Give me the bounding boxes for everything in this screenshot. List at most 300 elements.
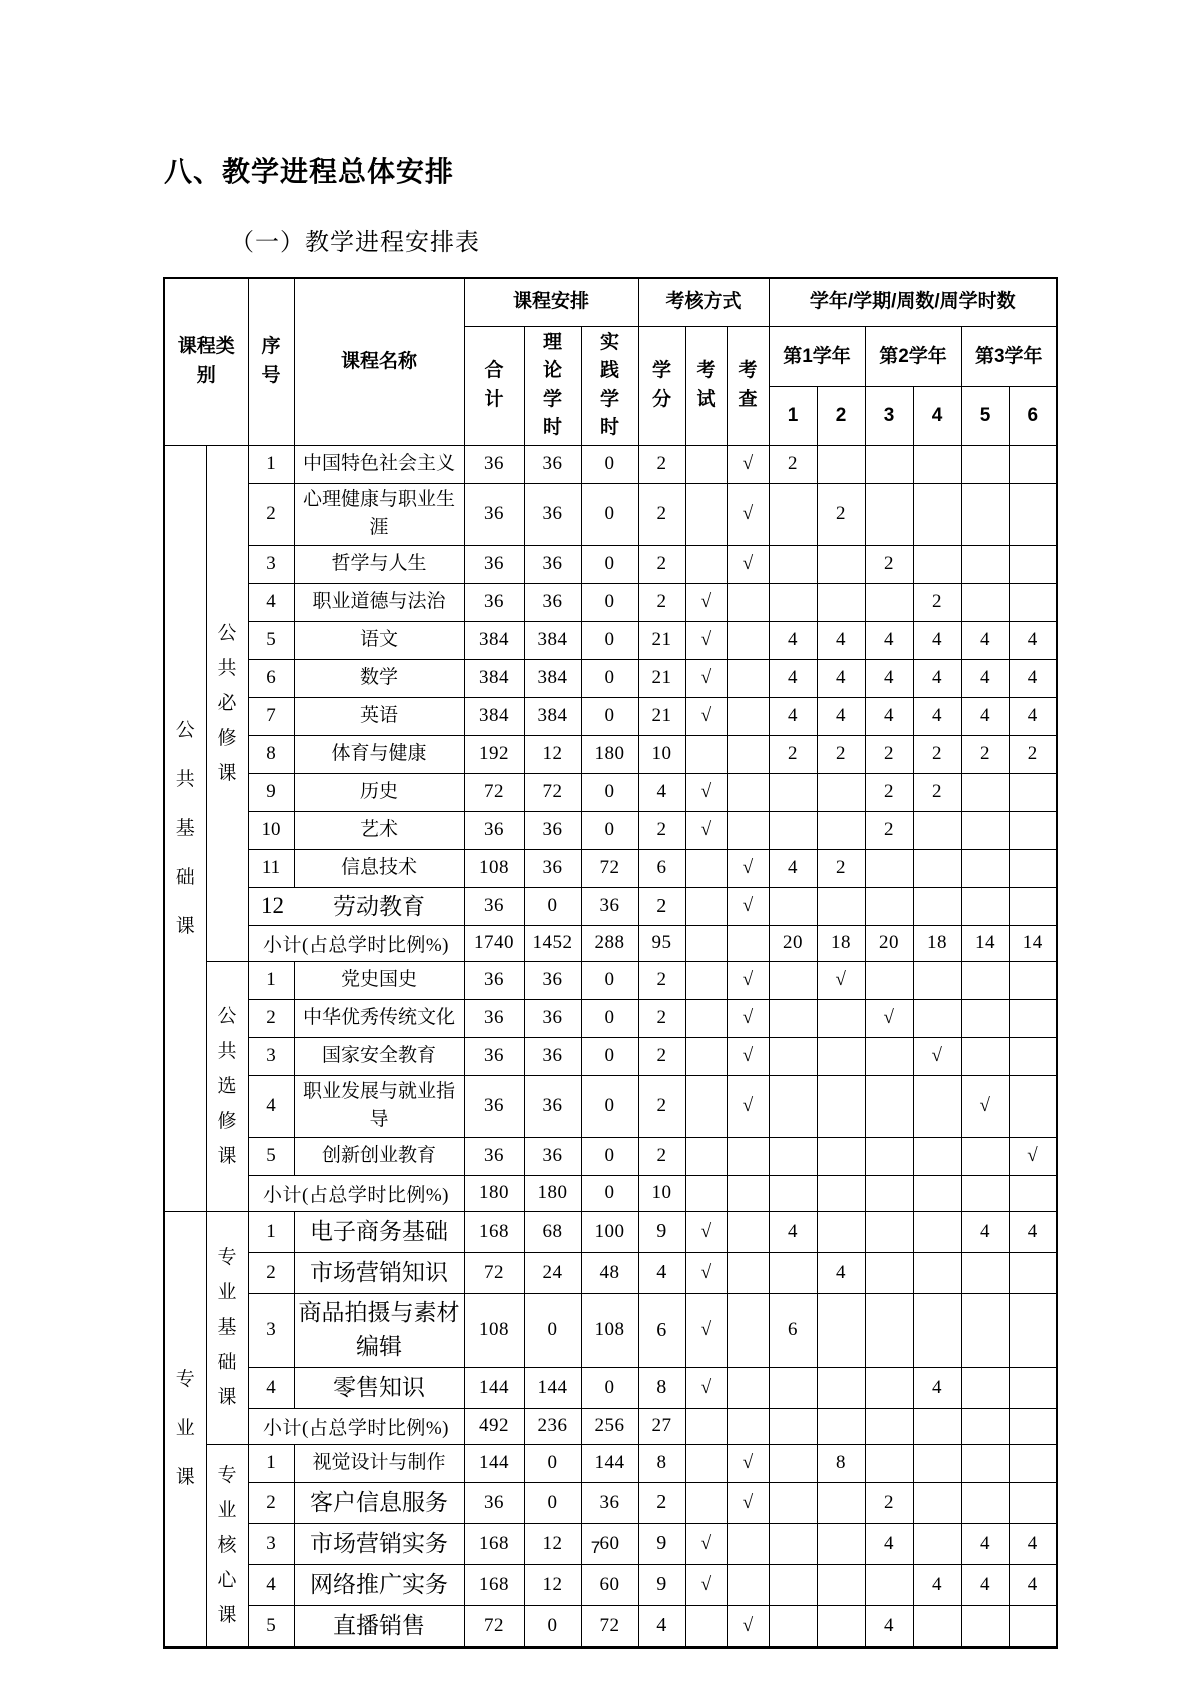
course-name: 艺术	[294, 811, 464, 849]
cell-semester-1	[769, 999, 817, 1037]
cell-semester-2: 4	[817, 697, 865, 735]
cell-total-hours: 384	[464, 659, 524, 697]
subsection-cell-label: 公 共 选 修 课	[217, 1005, 237, 1167]
cell-semester-6	[1009, 1408, 1057, 1444]
cell-theory-hours: 12	[524, 1564, 581, 1605]
row-no: 5	[248, 1137, 294, 1175]
cell-credits: 21	[638, 621, 685, 659]
header-category	[164, 278, 248, 445]
cell-practice-hours: 288	[581, 925, 638, 961]
cell-exam-mark	[685, 1408, 727, 1444]
cell-theory-hours: 72	[524, 773, 581, 811]
cell-semester-5: 4	[961, 1564, 1009, 1605]
cell-theory-hours: 12	[524, 735, 581, 773]
header-semester-5: 5	[961, 387, 1009, 445]
cell-semester-2	[817, 1075, 865, 1137]
cell-semester-2	[817, 445, 865, 483]
course-row	[164, 1211, 1057, 1252]
cell-semester-3	[865, 1037, 913, 1075]
cell-total-hours: 36	[464, 887, 524, 925]
cell-theory-hours: 36	[524, 849, 581, 887]
cell-check-mark	[727, 621, 769, 659]
cell-semester-6: 4	[1009, 1211, 1057, 1252]
cell-total-hours: 36	[464, 583, 524, 621]
course-name: 体育与健康	[294, 735, 464, 773]
cell-semester-2: 18	[817, 925, 865, 961]
course-row	[164, 1293, 1057, 1367]
cell-semester-1	[769, 583, 817, 621]
cell-practice-hours: 72	[581, 1605, 638, 1647]
cell-semester-4: 4	[913, 1367, 961, 1408]
cell-credits: 2	[638, 1037, 685, 1075]
cell-total-hours: 144	[464, 1444, 524, 1482]
cell-semester-4	[913, 1408, 961, 1444]
cell-credits: 2	[638, 961, 685, 999]
cell-theory-hours: 1452	[524, 925, 581, 961]
cell-credits: 9	[638, 1211, 685, 1252]
cell-total-hours: 72	[464, 773, 524, 811]
row-no: 4	[248, 1564, 294, 1605]
cell-check-mark	[727, 925, 769, 961]
cell-semester-4: 4	[913, 659, 961, 697]
row-no: 5	[248, 621, 294, 659]
cell-semester-6	[1009, 1252, 1057, 1293]
cell-semester-5	[961, 1444, 1009, 1482]
cell-semester-3: 2	[865, 735, 913, 773]
cell-total-hours: 168	[464, 1523, 524, 1564]
cell-total-hours: 36	[464, 1075, 524, 1137]
course-row	[164, 1367, 1057, 1408]
cell-practice-hours: 0	[581, 1137, 638, 1175]
cell-credits: 4	[638, 1252, 685, 1293]
cell-semester-5: 4	[961, 697, 1009, 735]
cell-semester-4: 2	[913, 773, 961, 811]
cell-semester-6: 4	[1009, 697, 1057, 735]
cell-semester-3: 2	[865, 1482, 913, 1523]
cell-semester-4	[913, 445, 961, 483]
row-no: 1	[248, 961, 294, 999]
cell-semester-1	[769, 1075, 817, 1137]
cell-practice-hours: 0	[581, 1037, 638, 1075]
cell-credits: 8	[638, 1367, 685, 1408]
cell-semester-5	[961, 1367, 1009, 1408]
cell-practice-hours: 0	[581, 999, 638, 1037]
cell-semester-6: 4	[1009, 1564, 1057, 1605]
row-no: 2	[248, 999, 294, 1037]
cell-semester-2	[817, 1037, 865, 1075]
cell-theory-hours: 0	[524, 1605, 581, 1647]
cell-semester-5	[961, 773, 1009, 811]
course-row	[164, 1605, 1057, 1647]
row-no: 3	[248, 545, 294, 583]
cell-semester-6	[1009, 1037, 1057, 1075]
cell-semester-5	[961, 445, 1009, 483]
course-row	[164, 887, 1057, 925]
cell-check-mark: √	[727, 999, 769, 1037]
cell-semester-3	[865, 849, 913, 887]
header-theory-label: 理论学时	[542, 331, 562, 438]
cell-semester-1	[769, 887, 817, 925]
course-name: 数学	[294, 659, 464, 697]
cell-practice-hours: 0	[581, 1075, 638, 1137]
cell-semester-3	[865, 1075, 913, 1137]
cell-semester-5	[961, 1605, 1009, 1647]
cell-theory-hours: 12	[524, 1523, 581, 1564]
course-row	[164, 1137, 1057, 1175]
cell-exam-mark: √	[685, 773, 727, 811]
cell-semester-1: 4	[769, 849, 817, 887]
cell-semester-5: √	[961, 1075, 1009, 1137]
cell-semester-6	[1009, 1075, 1057, 1137]
cell-practice-hours: 0	[581, 961, 638, 999]
cell-semester-4: 4	[913, 1564, 961, 1605]
cell-semester-3: 2	[865, 811, 913, 849]
cell-semester-5: 4	[961, 659, 1009, 697]
cell-semester-5	[961, 1175, 1009, 1211]
cell-semester-6	[1009, 1444, 1057, 1482]
course-row	[164, 583, 1057, 621]
cell-semester-2	[817, 1408, 865, 1444]
cell-semester-3	[865, 1137, 913, 1175]
course-name: 心理健康与职业生涯	[294, 483, 464, 545]
course-row	[164, 1037, 1057, 1075]
cell-semester-6	[1009, 545, 1057, 583]
cell-theory-hours: 0	[524, 1444, 581, 1482]
course-name: 市场营销实务	[294, 1523, 464, 1564]
cell-practice-hours: 0	[581, 811, 638, 849]
cell-credits: 2	[638, 811, 685, 849]
course-name: 职业发展与就业指导	[294, 1075, 464, 1137]
cell-practice-hours: 0	[581, 583, 638, 621]
header-theory-hours	[524, 326, 581, 445]
header-semester-4: 4	[913, 387, 961, 445]
course-name: 语文	[294, 621, 464, 659]
course-name: 商品拍摄与素材编辑	[294, 1293, 464, 1367]
course-row	[164, 773, 1057, 811]
cell-semester-3: 2	[865, 545, 913, 583]
cell-theory-hours: 24	[524, 1252, 581, 1293]
cell-semester-3	[865, 1367, 913, 1408]
cell-credits: 6	[638, 849, 685, 887]
cell-exam-mark	[685, 545, 727, 583]
cell-total-hours: 36	[464, 445, 524, 483]
header-practice-label: 实践学时	[599, 331, 619, 438]
cell-semester-2	[817, 583, 865, 621]
course-row	[164, 961, 1057, 999]
cell-exam-mark: √	[685, 811, 727, 849]
section-subtitle: （一）教学进程安排表	[230, 230, 480, 256]
cell-semester-4	[913, 1482, 961, 1523]
header-assessment: 考核方式	[638, 278, 769, 326]
cell-check-mark	[727, 1211, 769, 1252]
course-row	[164, 545, 1057, 583]
cell-semester-3: √	[865, 999, 913, 1037]
cell-semester-6	[1009, 961, 1057, 999]
cell-semester-1	[769, 1037, 817, 1075]
cell-semester-1	[769, 483, 817, 545]
cell-total-hours: 36	[464, 961, 524, 999]
page-number: 7	[590, 1538, 601, 1557]
cell-check-mark: √	[727, 887, 769, 925]
subsection-cell-label: 公 共 必 修 课	[217, 622, 237, 784]
cell-semester-5	[961, 483, 1009, 545]
cell-credits: 10	[638, 1175, 685, 1211]
cell-theory-hours: 144	[524, 1367, 581, 1408]
cell-semester-1	[769, 1175, 817, 1211]
subtotal-label: 小计(占总学时比例%)	[248, 925, 464, 961]
cell-total-hours: 36	[464, 999, 524, 1037]
cell-check-mark	[727, 1293, 769, 1367]
subsection-cell-label: 专 业 基 础 课	[217, 1247, 237, 1409]
cell-semester-4: 4	[913, 697, 961, 735]
cell-credits: 10	[638, 735, 685, 773]
cell-practice-hours: 108	[581, 1293, 638, 1367]
course-row	[164, 659, 1057, 697]
cell-total-hours: 36	[464, 1482, 524, 1523]
cell-semester-5	[961, 1293, 1009, 1367]
cell-semester-2	[817, 1367, 865, 1408]
cell-semester-1	[769, 1605, 817, 1647]
course-row	[164, 999, 1057, 1037]
header-semester-6: 6	[1009, 387, 1057, 445]
cell-semester-3	[865, 1252, 913, 1293]
row-no: 11	[248, 849, 294, 887]
subtotal-label: 小计(占总学时比例%)	[248, 1408, 464, 1444]
cell-check-mark	[727, 1137, 769, 1175]
cell-credits: 21	[638, 697, 685, 735]
course-row	[164, 445, 1057, 483]
row-no: 10	[248, 811, 294, 849]
cell-total-hours: 36	[464, 483, 524, 545]
course-name: 市场营销知识	[294, 1252, 464, 1293]
cell-practice-hours: 60	[581, 1523, 638, 1564]
course-row	[164, 1075, 1057, 1137]
cell-semester-5: 2	[961, 735, 1009, 773]
cell-total-hours: 168	[464, 1564, 524, 1605]
cell-semester-2	[817, 773, 865, 811]
cell-semester-5	[961, 583, 1009, 621]
course-row	[164, 483, 1057, 545]
cell-total-hours: 108	[464, 1293, 524, 1367]
cell-exam-mark	[685, 1075, 727, 1137]
cell-practice-hours: 180	[581, 735, 638, 773]
cell-semester-4: 2	[913, 583, 961, 621]
cell-semester-5	[961, 811, 1009, 849]
cell-semester-1: 20	[769, 925, 817, 961]
cell-total-hours: 144	[464, 1367, 524, 1408]
cell-semester-4	[913, 1137, 961, 1175]
course-row	[164, 621, 1057, 659]
cell-semester-6	[1009, 849, 1057, 887]
cell-semester-3	[865, 1293, 913, 1367]
cell-semester-4	[913, 1211, 961, 1252]
cell-credits: 95	[638, 925, 685, 961]
cell-practice-hours: 72	[581, 849, 638, 887]
cell-exam-mark	[685, 1444, 727, 1482]
cell-semester-3: 20	[865, 925, 913, 961]
cell-theory-hours: 384	[524, 621, 581, 659]
cell-practice-hours: 60	[581, 1564, 638, 1605]
subtotal-row	[164, 925, 1057, 961]
cell-theory-hours: 36	[524, 811, 581, 849]
header-credits-label: 学分	[651, 360, 671, 410]
cell-practice-hours: 0	[581, 483, 638, 545]
cell-check-mark: √	[727, 1037, 769, 1075]
cell-total-hours: 72	[464, 1252, 524, 1293]
course-row	[164, 1482, 1057, 1523]
cell-practice-hours: 0	[581, 773, 638, 811]
cell-semester-6: √	[1009, 1137, 1057, 1175]
row-no: 6	[248, 659, 294, 697]
cell-semester-4	[913, 1252, 961, 1293]
header-schedule: 学年/学期/周数/周学时数	[769, 278, 1057, 326]
cell-semester-4: 4	[913, 621, 961, 659]
header-course-name: 课程名称	[294, 278, 464, 445]
cell-semester-2: 2	[817, 849, 865, 887]
cell-semester-2: 2	[817, 735, 865, 773]
cell-total-hours: 36	[464, 811, 524, 849]
cell-credits: 6	[638, 1293, 685, 1367]
header-year2: 第2学年	[865, 326, 961, 387]
cell-semester-4	[913, 999, 961, 1037]
cell-semester-6	[1009, 811, 1057, 849]
cell-check-mark	[727, 735, 769, 773]
row-no: 1	[248, 445, 294, 483]
cell-semester-6	[1009, 1482, 1057, 1523]
row-no: 5	[248, 1605, 294, 1647]
cell-semester-6	[1009, 445, 1057, 483]
cell-semester-3: 4	[865, 1523, 913, 1564]
cell-exam-mark: √	[685, 1293, 727, 1367]
cell-semester-2	[817, 1482, 865, 1523]
cell-semester-1	[769, 773, 817, 811]
cell-exam-mark: √	[685, 697, 727, 735]
cell-semester-6	[1009, 1367, 1057, 1408]
cell-semester-5: 4	[961, 621, 1009, 659]
cell-semester-2: 4	[817, 1252, 865, 1293]
course-name: 职业道德与法治	[294, 583, 464, 621]
cell-theory-hours: 68	[524, 1211, 581, 1252]
course-row	[164, 697, 1057, 735]
header-practice-hours	[581, 326, 638, 445]
cell-semester-3: 4	[865, 697, 913, 735]
cell-credits: 2	[638, 887, 685, 925]
row-no: 4	[248, 1367, 294, 1408]
cell-semester-6: 4	[1009, 659, 1057, 697]
cell-semester-5	[961, 1482, 1009, 1523]
cell-total-hours: 72	[464, 1605, 524, 1647]
cell-semester-2: √	[817, 961, 865, 999]
cell-semester-2	[817, 811, 865, 849]
cell-total-hours: 492	[464, 1408, 524, 1444]
row-no: 3	[248, 1293, 294, 1367]
header-total	[464, 326, 524, 445]
category-cell-label: 公 共 基 础 课	[175, 719, 195, 937]
header-check-label: 考查	[738, 360, 758, 410]
row-no: 7	[248, 697, 294, 735]
cell-semester-5	[961, 849, 1009, 887]
course-row	[164, 849, 1057, 887]
cell-total-hours: 108	[464, 849, 524, 887]
cell-semester-3: 4	[865, 621, 913, 659]
cell-practice-hours: 144	[581, 1444, 638, 1482]
cell-check-mark	[727, 773, 769, 811]
cell-check-mark	[727, 1367, 769, 1408]
cell-semester-6: 14	[1009, 925, 1057, 961]
row-no: 2	[248, 1482, 294, 1523]
cell-semester-5: 4	[961, 1523, 1009, 1564]
cell-credits: 2	[638, 1137, 685, 1175]
course-name: 党史国史	[294, 961, 464, 999]
header-exam	[685, 326, 727, 445]
cell-semester-3	[865, 1564, 913, 1605]
row-no: 2	[248, 483, 294, 545]
cell-semester-5	[961, 1408, 1009, 1444]
cell-exam-mark: √	[685, 1367, 727, 1408]
cell-exam-mark	[685, 1137, 727, 1175]
course-row	[164, 1444, 1057, 1482]
cell-semester-1: 4	[769, 621, 817, 659]
cell-check-mark: √	[727, 1075, 769, 1137]
cell-semester-3: 2	[865, 773, 913, 811]
cell-theory-hours: 36	[524, 999, 581, 1037]
cell-semester-2	[817, 887, 865, 925]
cell-practice-hours: 256	[581, 1408, 638, 1444]
cell-check-mark: √	[727, 445, 769, 483]
cell-credits: 8	[638, 1444, 685, 1482]
cell-semester-6: 4	[1009, 621, 1057, 659]
cell-credits: 2	[638, 483, 685, 545]
cell-theory-hours: 236	[524, 1408, 581, 1444]
page-title: 八、教学进程总体安排	[164, 156, 455, 187]
cell-check-mark	[727, 583, 769, 621]
course-name: 劳动教育	[333, 893, 425, 919]
cell-semester-5	[961, 1037, 1009, 1075]
header-semester-3: 3	[865, 387, 913, 445]
cell-theory-hours: 36	[524, 583, 581, 621]
cell-semester-2: 4	[817, 621, 865, 659]
cell-semester-1: 4	[769, 659, 817, 697]
cell-theory-hours: 36	[524, 445, 581, 483]
cell-practice-hours: 36	[581, 1482, 638, 1523]
cell-exam-mark	[685, 735, 727, 773]
cell-exam-mark	[685, 483, 727, 545]
cell-semester-5: 4	[961, 1211, 1009, 1252]
category-cell	[164, 1211, 206, 1647]
header-course-arrangement: 课程安排	[464, 278, 638, 326]
teaching-schedule-table	[163, 277, 1058, 1649]
cell-credits: 9	[638, 1523, 685, 1564]
cell-credits: 2	[638, 445, 685, 483]
cell-exam-mark: √	[685, 1211, 727, 1252]
cell-semester-3	[865, 1444, 913, 1482]
cell-exam-mark	[685, 925, 727, 961]
cell-theory-hours: 36	[524, 961, 581, 999]
table-body	[164, 445, 1057, 1647]
cell-semester-1: 2	[769, 445, 817, 483]
cell-theory-hours: 36	[524, 1075, 581, 1137]
header-no-label: 序号	[261, 336, 281, 386]
cell-exam-mark	[685, 961, 727, 999]
cell-semester-3	[865, 445, 913, 483]
cell-semester-1: 2	[769, 735, 817, 773]
cell-semester-4: √	[913, 1037, 961, 1075]
course-name: 直播销售	[294, 1605, 464, 1647]
cell-total-hours: 180	[464, 1175, 524, 1211]
table-header	[164, 278, 1057, 445]
cell-semester-6	[1009, 773, 1057, 811]
category-cell	[164, 445, 206, 1211]
